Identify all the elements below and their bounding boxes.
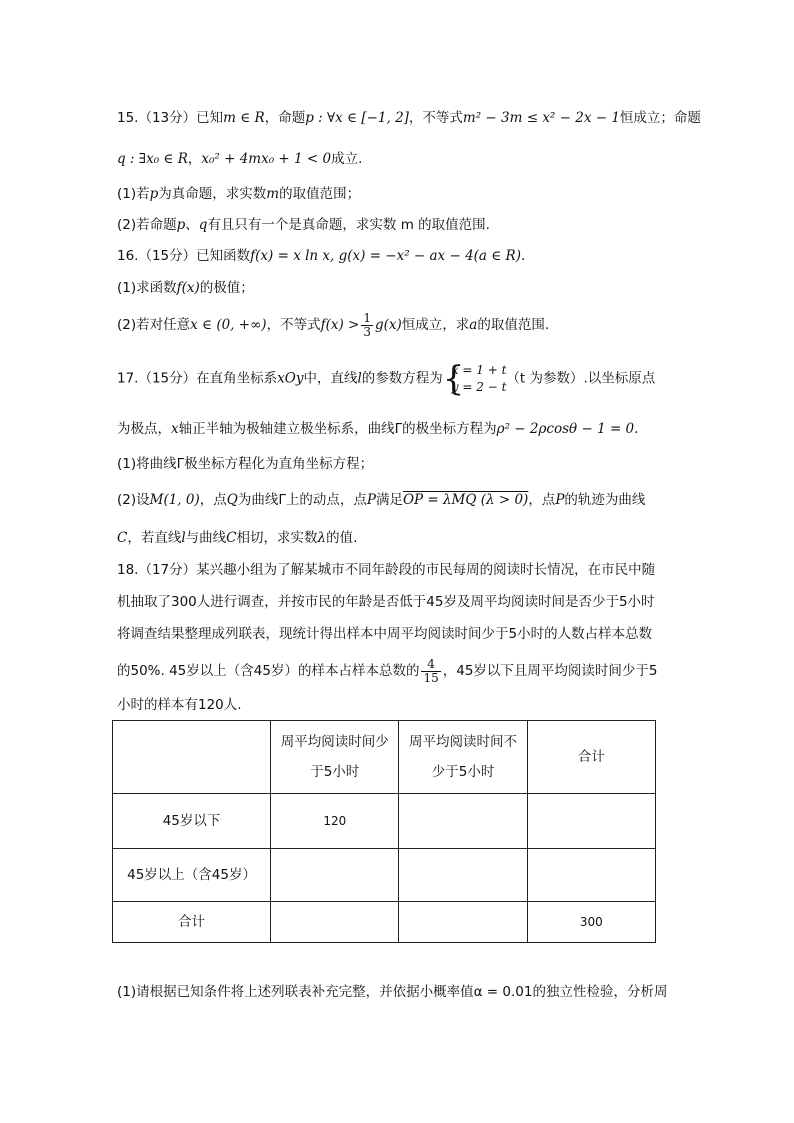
- q16-part1-f: f(x): [176, 280, 200, 296]
- q17-c-l: l: [181, 530, 186, 546]
- q16-part2-c: 恒成立，求: [401, 317, 470, 333]
- q15-tail: 恒成立；命题: [619, 110, 701, 126]
- q18-line1: 18.（17分）某兴趣小组为了解某城市不同年龄段的市民每周的阅读时长情况，在市民中随: [117, 562, 656, 578]
- q15-part2-p: p: [176, 217, 186, 233]
- table-cell: [399, 794, 527, 849]
- q15-part2-q: q: [198, 217, 208, 233]
- q15-part2-b: 、: [185, 217, 199, 233]
- table-row: [113, 849, 656, 902]
- q16-part2-b: ，不等式: [266, 317, 321, 333]
- table-cell: [399, 849, 527, 902]
- q16-part1-b: 的极值；: [199, 280, 254, 296]
- q15-prop-p: p : ∀x ∈ [−1, 2]: [305, 110, 409, 126]
- q15-part1-b: 为真命题，求实数: [158, 186, 267, 202]
- q16-part2-d: 的取值范围.: [477, 317, 550, 333]
- q17-part2-cont: [117, 528, 357, 548]
- q17-equation-system: [442, 359, 507, 399]
- table-cell: [527, 849, 655, 902]
- q17-line1: [117, 359, 656, 399]
- q17-part2-e: ，点: [528, 492, 556, 508]
- q18-line2: 机抽取了300人进行调查，并按市民的年龄是否低于45岁及周平均阅读时间是否少于5小时: [117, 594, 655, 610]
- q16-part2: [117, 312, 549, 339]
- q17-eq1: x = 1 + t: [451, 363, 507, 377]
- q15-part1-m: m: [266, 186, 280, 202]
- q15-q-tail: 成立.: [331, 151, 363, 167]
- contingency-table: [112, 720, 656, 943]
- q15-mid1: ，命题: [264, 110, 306, 126]
- q17-part2: [117, 490, 645, 510]
- q15-part2-a: (2)若命题: [117, 217, 177, 233]
- q17-part2-a: (2)设: [117, 492, 150, 508]
- q16-part1: [117, 278, 254, 298]
- q17-part1: [117, 454, 373, 474]
- q17-part2-f: 的轨迹为曲线: [564, 492, 646, 508]
- q16-frac-den: 3: [363, 325, 371, 339]
- q15-prop-q: q : ∃x₀ ∈ R: [117, 151, 188, 167]
- q17-c-e: 的值.: [326, 530, 358, 546]
- q18-frac-den: 15: [423, 671, 439, 685]
- q17-part2-p2: P: [555, 492, 565, 508]
- q15-ineq: m² − 3m ≤ x² − 2x − 1: [462, 110, 620, 126]
- q18-line3: 将调查结果整理成列联表，现统计得出样本中周平均阅读时间少于5小时的人数占样本总数: [117, 626, 653, 642]
- q17-c-a: C: [117, 530, 128, 546]
- q17-part1-text: (1)将曲线Γ极坐标方程化为直角坐标方程；: [117, 456, 374, 472]
- table-cell: 300: [527, 902, 655, 943]
- q17-part2-b: ，点: [199, 492, 227, 508]
- q18-fraction: [421, 658, 440, 685]
- q16-part2-ineq-r: g(x): [374, 317, 402, 333]
- table-row: [113, 902, 656, 943]
- table-row: [113, 794, 656, 849]
- q18-line5: 小时的样本有120人.: [117, 697, 242, 713]
- q15-ineq-q: x₀² + 4mx₀ + 1 < 0: [201, 151, 332, 167]
- table-row-label: 合计: [113, 902, 271, 943]
- q17-eq2: y = 2 − t: [451, 380, 507, 394]
- q15-part1-a: (1)若: [117, 186, 150, 202]
- q17-part2-d: 满足: [375, 492, 403, 508]
- q17-line2-x: x: [171, 421, 179, 437]
- q16-funcs: f(x) = x ln x, g(x) = −x² − ax − 4(a ∈ R): [250, 248, 521, 264]
- q17-part2-p: P: [366, 492, 376, 508]
- q18-line4-a: 的50%. 45岁以上（含45岁）的样本占样本总数的: [117, 663, 420, 679]
- q17-line2-end: .: [634, 421, 639, 437]
- q16-line1: [117, 246, 525, 266]
- q17-l: l: [357, 370, 362, 387]
- q15-cond-m: m ∈ R: [223, 110, 265, 126]
- q17-c-b: ，若直线: [127, 530, 182, 546]
- table-cell: [527, 794, 655, 849]
- q17-part2-c: 为曲线Γ上的动点，点: [237, 492, 367, 508]
- q15-part2-c: 有且只有一个是真命题，求实数 m 的取值范围.: [207, 217, 490, 233]
- q17-polar: ρ² − 2ρcosθ − 1 = 0: [496, 421, 635, 437]
- q15-line2: [117, 149, 362, 169]
- q17-line2-b: 轴正半轴为极轴建立极坐标系，曲线Γ的极坐标方程为: [178, 421, 497, 437]
- q17-part2-m: M(1, 0): [149, 492, 200, 508]
- table-cell: 120: [271, 794, 399, 849]
- q17-line2-a: 为极点，: [117, 421, 171, 437]
- q16-fraction: [361, 312, 373, 339]
- q17-part2-q: Q: [226, 492, 238, 508]
- table-row-label: 45岁以上（含45岁）: [113, 849, 271, 902]
- table-header-cell: 周平均阅读时间不少于5小时: [399, 721, 527, 794]
- q15-mid2: ，不等式: [408, 110, 463, 126]
- table-header-empty: [113, 721, 271, 794]
- q16-end: .: [520, 248, 526, 264]
- q17-line2: [117, 419, 638, 439]
- q16-part2-a-var: a: [469, 317, 478, 333]
- q15-part1: [117, 184, 360, 204]
- q17-c-lambda: λ: [317, 530, 327, 546]
- q17-mid2: 的参数方程为: [361, 370, 443, 387]
- q17-param: （t 为参数）.: [506, 370, 588, 387]
- q17-c-cap: C: [226, 530, 237, 546]
- q16-lead: 16.（15分）已知函数: [117, 248, 251, 264]
- q17-c-d: 相切，求实数: [236, 530, 318, 546]
- q18-line4: [117, 658, 658, 685]
- q17-c-c: 与曲线: [185, 530, 227, 546]
- q18-line4-b: ，45岁以下且周平均阅读时间少于5: [442, 663, 658, 679]
- q18-part1: (1)请根据已知条件将上述列联表补充完整，并依据小概率值α = 0.01的独立性检验，分析周: [117, 984, 668, 1000]
- q15-part2: [117, 215, 490, 235]
- table-row-label: 45岁以下: [113, 794, 271, 849]
- q15-part1-c: 的取值范围；: [279, 186, 361, 202]
- q17-part2-vector: OP = λMQ (λ > 0): [402, 492, 529, 508]
- table-header-cell: 合计: [527, 721, 655, 794]
- table-cell: [399, 902, 527, 943]
- q15-lead: 15.（13分）已知: [117, 110, 224, 126]
- q16-part2-dom: x ∈ (0, +∞): [190, 317, 267, 333]
- table-header-row: [113, 721, 656, 794]
- q16-part2-a: (2)若对任意: [117, 317, 191, 333]
- q17-tail1: 以坐标原点: [587, 370, 656, 387]
- q15-part1-p: p: [149, 186, 159, 202]
- q15-comma: ，: [187, 151, 202, 167]
- q16-part2-ineq-l: f(x) >: [320, 317, 360, 333]
- q16-part1-a: (1)求函数: [117, 280, 177, 296]
- table-cell: [271, 902, 399, 943]
- q15-line1: [117, 108, 701, 128]
- q17-xoy: xOy: [277, 370, 304, 387]
- brace-icon: {: [442, 359, 465, 399]
- table-cell: [271, 849, 399, 902]
- q17-mid1: 中，直线: [303, 370, 358, 387]
- q16-frac-num: 1: [363, 311, 371, 325]
- q18-frac-num: 4: [421, 658, 440, 672]
- table-header-cell: 周平均阅读时间少于5小时: [271, 721, 399, 794]
- q17-lead: 17.（15分）在直角坐标系: [117, 370, 278, 387]
